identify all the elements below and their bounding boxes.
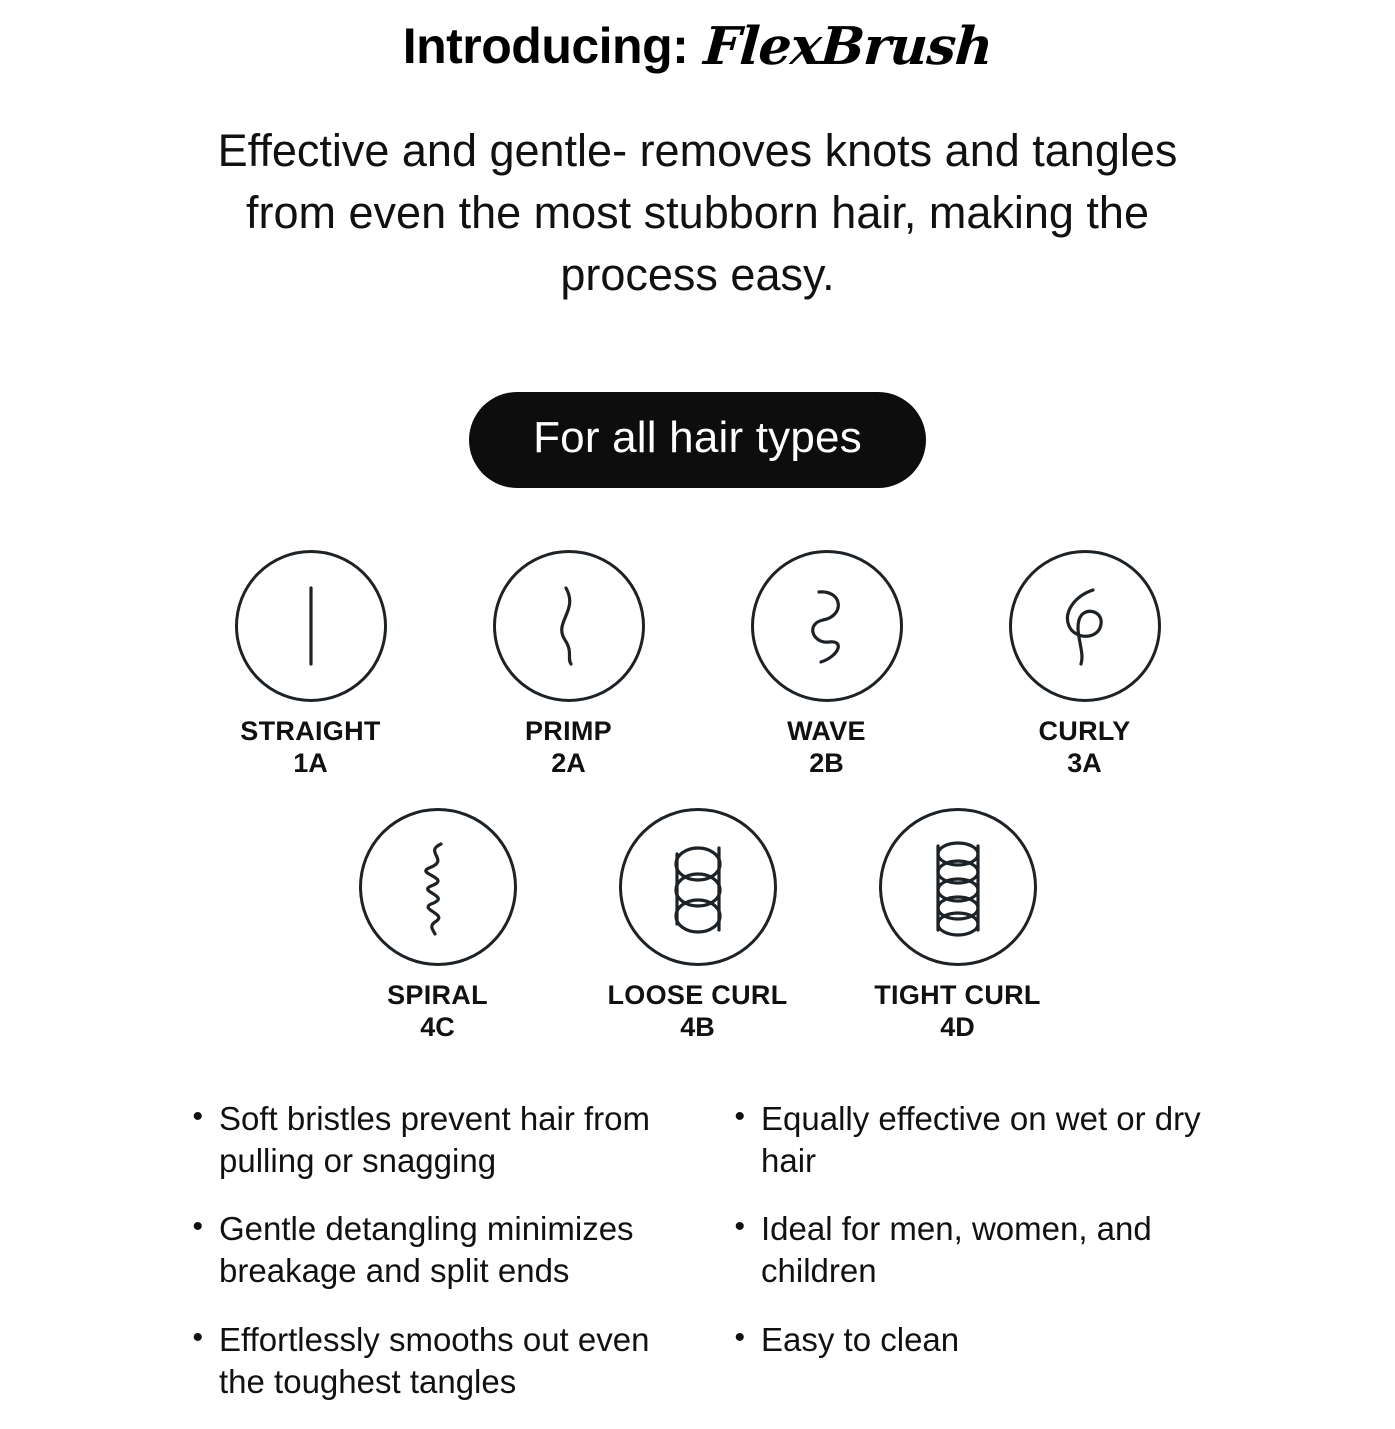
hair-type-primp [468,550,670,780]
page-title [0,0,1395,84]
loose-curl-hair-icon [619,808,777,966]
bullet-icon: • [192,1210,204,1244]
hair-type-code: 2B [809,748,844,779]
hair-type-straight [210,550,412,780]
hair-type-code: 3A [1067,748,1102,779]
curly-hair-icon [1009,550,1161,702]
hair-type-label: LOOSE CURL [607,980,788,1010]
straight-hair-icon [235,550,387,702]
wave-hair-icon [751,550,903,702]
bullet-icon: • [192,1320,204,1354]
intro-text: Introducing: [402,18,689,74]
hair-type-row-2 [0,808,1395,1044]
bullet-icon: • [734,1320,746,1354]
hair-type-spiral [337,808,539,1044]
hair-type-code: 4C [420,1011,455,1042]
tight-curl-hair-icon [879,808,1037,966]
badge-container [0,392,1395,488]
hair-type-label: CURLY [1038,716,1131,747]
benefit-text: Effortlessly smooths out even the toughest tangles [219,1320,650,1400]
bullet-icon: • [734,1210,746,1244]
hair-type-label: WAVE [787,716,866,747]
hair-type-code: 2A [551,748,586,779]
hair-type-curly [984,550,1186,780]
benefits-column-left [193,1098,661,1429]
hair-type-code: 1A [293,748,328,779]
list-item [193,1208,661,1292]
list-item [735,1098,1203,1182]
hair-type-label: TIGHT CURL [874,980,1041,1010]
all-hair-types-badge: For all hair types [469,392,926,488]
benefit-text: Ideal for men, women, and children [761,1210,1152,1290]
hair-type-row-1 [0,550,1395,780]
benefits-column-right [735,1098,1203,1429]
hair-type-label: SPIRAL [387,980,488,1010]
hair-type-loose-curl [597,808,799,1044]
bullet-icon: • [192,1099,204,1133]
spiral-hair-icon [359,808,517,966]
brand-wordmark: FlexBrush [702,15,995,77]
hair-type-tight-curl [857,808,1059,1044]
hair-type-wave [726,550,928,780]
benefit-text: Easy to clean [761,1320,960,1358]
hair-type-label: STRAIGHT [240,716,381,747]
list-item [193,1098,661,1182]
list-item [735,1208,1203,1292]
subheadline: Effective and gentle- removes knots and tangles from even the most stubborn hair, making the process easy. [217,125,1178,301]
benefit-text: Equally effective on wet or dry hair [761,1099,1201,1179]
hair-type-code: 4D [940,1011,975,1042]
primp-hair-icon [493,550,645,702]
bullet-icon: • [734,1099,746,1133]
benefit-text: Gentle detangling minimizes breakage and split ends [219,1210,634,1290]
hair-type-code: 4B [680,1011,715,1042]
benefits-list [193,1098,1203,1429]
hair-type-label: PRIMP [524,716,612,747]
list-item [735,1319,1203,1361]
benefit-text: Soft bristles prevent hair from pulling or snagging [219,1099,651,1179]
list-item [193,1319,661,1403]
hair-type-grid [0,550,1395,1043]
